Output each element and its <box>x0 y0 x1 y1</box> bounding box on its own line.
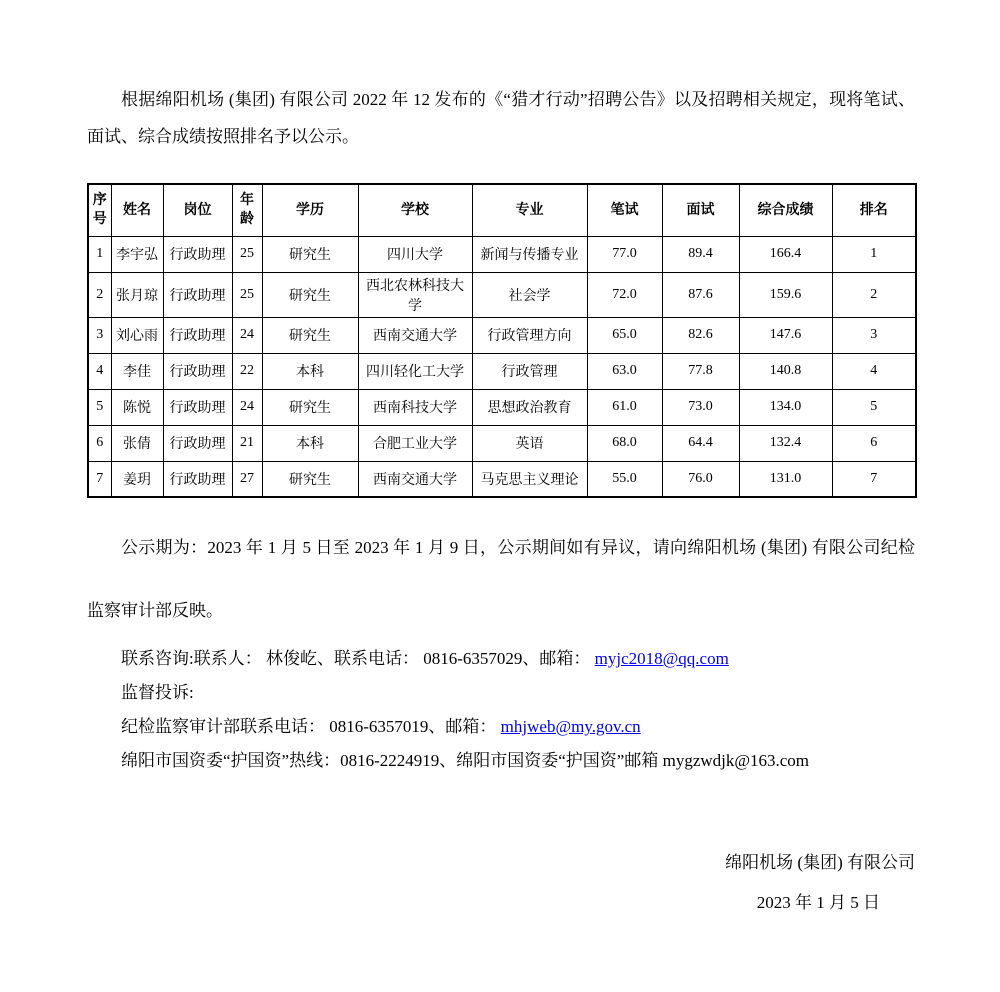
table-cell: 李佳 <box>111 353 163 389</box>
table-cell: 4 <box>832 353 916 389</box>
table-cell: 研究生 <box>262 317 358 353</box>
table-cell: 1 <box>832 236 916 272</box>
table-cell: 行政助理 <box>163 425 232 461</box>
table-cell: 140.8 <box>739 353 832 389</box>
table-cell: 姜玥 <box>111 461 163 497</box>
contact-block <box>87 642 915 778</box>
signature-date: 2023 年 1 月 5 日 <box>756 893 880 912</box>
table-cell: 四川大学 <box>358 236 472 272</box>
table-cell: 3 <box>88 317 111 353</box>
table-cell: 马克思主义理论 <box>472 461 587 497</box>
table-cell: 25 <box>232 272 262 317</box>
table-cell: 22 <box>232 353 262 389</box>
table-cell: 24 <box>232 317 262 353</box>
table-cell: 西北农林科技大学 <box>358 272 472 317</box>
table-cell: 6 <box>88 425 111 461</box>
table-cell: 159.6 <box>739 272 832 317</box>
table-cell: 77.0 <box>587 236 662 272</box>
table-cell: 21 <box>232 425 262 461</box>
table-cell: 132.4 <box>739 425 832 461</box>
col-header-total-score: 综合成绩 <box>739 184 832 236</box>
table-cell: 166.4 <box>739 236 832 272</box>
col-header-position: 岗位 <box>163 184 232 236</box>
col-header-written-score: 笔试 <box>587 184 662 236</box>
table-cell: 合肥工业大学 <box>358 425 472 461</box>
table-cell: 本科 <box>262 425 358 461</box>
table-cell: 4 <box>88 353 111 389</box>
table-cell: 刘心雨 <box>111 317 163 353</box>
contact-line-sasac: 绵阳市国资委“护国资”热线：0816-2224919、绵阳市国资委“护国资”邮箱 mygzwdjk@163.com <box>121 751 810 770</box>
table-cell: 西南交通大学 <box>358 461 472 497</box>
table-cell: 5 <box>88 389 111 425</box>
table-cell: 68.0 <box>587 425 662 461</box>
header-row <box>88 184 916 236</box>
table-cell: 76.0 <box>662 461 739 497</box>
table-cell: 7 <box>832 461 916 497</box>
table-cell: 134.0 <box>739 389 832 425</box>
table-cell: 行政助理 <box>163 317 232 353</box>
table-cell: 2 <box>832 272 916 317</box>
contact-line-discipline <box>87 710 915 744</box>
intro-paragraph: 根据绵阳机场 (集团) 有限公司 2022 年 12 发布的《“猎才行动”招聘公告》以及招聘相关规定，现将笔试、面试、综合成绩按照排名予以公示。 <box>87 90 915 146</box>
col-header-education: 学历 <box>262 184 358 236</box>
table-cell: 25 <box>232 236 262 272</box>
results-table-body <box>88 236 916 497</box>
table-row <box>88 461 916 497</box>
table-cell: 社会学 <box>472 272 587 317</box>
table-cell: 新闻与传播专业 <box>472 236 587 272</box>
table-cell: 73.0 <box>662 389 739 425</box>
table-cell: 82.6 <box>662 317 739 353</box>
table-cell: 77.8 <box>662 353 739 389</box>
table-cell: 行政助理 <box>163 272 232 317</box>
table-cell: 63.0 <box>587 353 662 389</box>
table-cell: 5 <box>832 389 916 425</box>
table-cell: 55.0 <box>587 461 662 497</box>
table-cell: 本科 <box>262 353 358 389</box>
contact-consult-text: 联系咨询:联系人： 林俊屹、联系电话： 0816-6357029、邮箱： <box>121 649 595 668</box>
results-table <box>87 183 917 498</box>
table-cell: 27 <box>232 461 262 497</box>
table-cell: 西南科技大学 <box>358 389 472 425</box>
table-row <box>88 317 916 353</box>
table-cell: 四川轻化工大学 <box>358 353 472 389</box>
col-header-school: 学校 <box>358 184 472 236</box>
table-cell: 6 <box>832 425 916 461</box>
table-row <box>88 272 916 317</box>
table-cell: 131.0 <box>739 461 832 497</box>
col-header-index: 序号 <box>88 184 111 236</box>
signature-block <box>87 846 915 920</box>
table-cell: 张倩 <box>111 425 163 461</box>
table-cell: 行政管理 <box>472 353 587 389</box>
table-cell: 西南交通大学 <box>358 317 472 353</box>
col-header-name: 姓名 <box>111 184 163 236</box>
col-header-rank: 排名 <box>832 184 916 236</box>
contact-line-consult <box>87 642 915 676</box>
table-cell: 61.0 <box>587 389 662 425</box>
notice-paragraph: 公示期为：2023 年 1 月 5 日至 2023 年 1 月 9 日，公示期间如有异议，请向绵阳机场 (集团) 有限公司纪检监察审计部反映。 <box>87 538 915 620</box>
table-cell: 64.4 <box>662 425 739 461</box>
signature-company: 绵阳机场 (集团) 有限公司 <box>725 853 915 872</box>
table-cell: 陈悦 <box>111 389 163 425</box>
table-cell: 研究生 <box>262 389 358 425</box>
table-row <box>88 425 916 461</box>
table-cell: 1 <box>88 236 111 272</box>
table-cell: 87.6 <box>662 272 739 317</box>
table-cell: 65.0 <box>587 317 662 353</box>
table-cell: 行政助理 <box>163 389 232 425</box>
email-link-myjc2018[interactable]: myjc2018@qq.com <box>594 649 729 668</box>
table-cell: 24 <box>232 389 262 425</box>
table-cell: 3 <box>832 317 916 353</box>
table-cell: 研究生 <box>262 272 358 317</box>
col-header-age: 年龄 <box>232 184 262 236</box>
table-cell: 7 <box>88 461 111 497</box>
table-cell: 行政管理方向 <box>472 317 587 353</box>
table-cell: 张月琼 <box>111 272 163 317</box>
results-table-header <box>88 184 916 236</box>
table-cell: 思想政治教育 <box>472 389 587 425</box>
table-row <box>88 236 916 272</box>
table-cell: 89.4 <box>662 236 739 272</box>
table-cell: 2 <box>88 272 111 317</box>
table-cell: 研究生 <box>262 461 358 497</box>
table-cell: 行政助理 <box>163 353 232 389</box>
table-cell: 李宇弘 <box>111 236 163 272</box>
contact-line-supervise: 监督投诉: <box>121 683 194 702</box>
table-cell: 行政助理 <box>163 236 232 272</box>
email-link-mhjweb[interactable]: mhjweb@my.gov.cn <box>500 717 641 736</box>
table-cell: 72.0 <box>587 272 662 317</box>
table-row <box>88 389 916 425</box>
table-row <box>88 353 916 389</box>
col-header-major: 专业 <box>472 184 587 236</box>
table-cell: 研究生 <box>262 236 358 272</box>
table-cell: 英语 <box>472 425 587 461</box>
table-cell: 147.6 <box>739 317 832 353</box>
table-cell: 行政助理 <box>163 461 232 497</box>
col-header-interview-score: 面试 <box>662 184 739 236</box>
contact-discipline-text: 纪检监察审计部联系电话： 0816-6357019、邮箱： <box>121 717 501 736</box>
